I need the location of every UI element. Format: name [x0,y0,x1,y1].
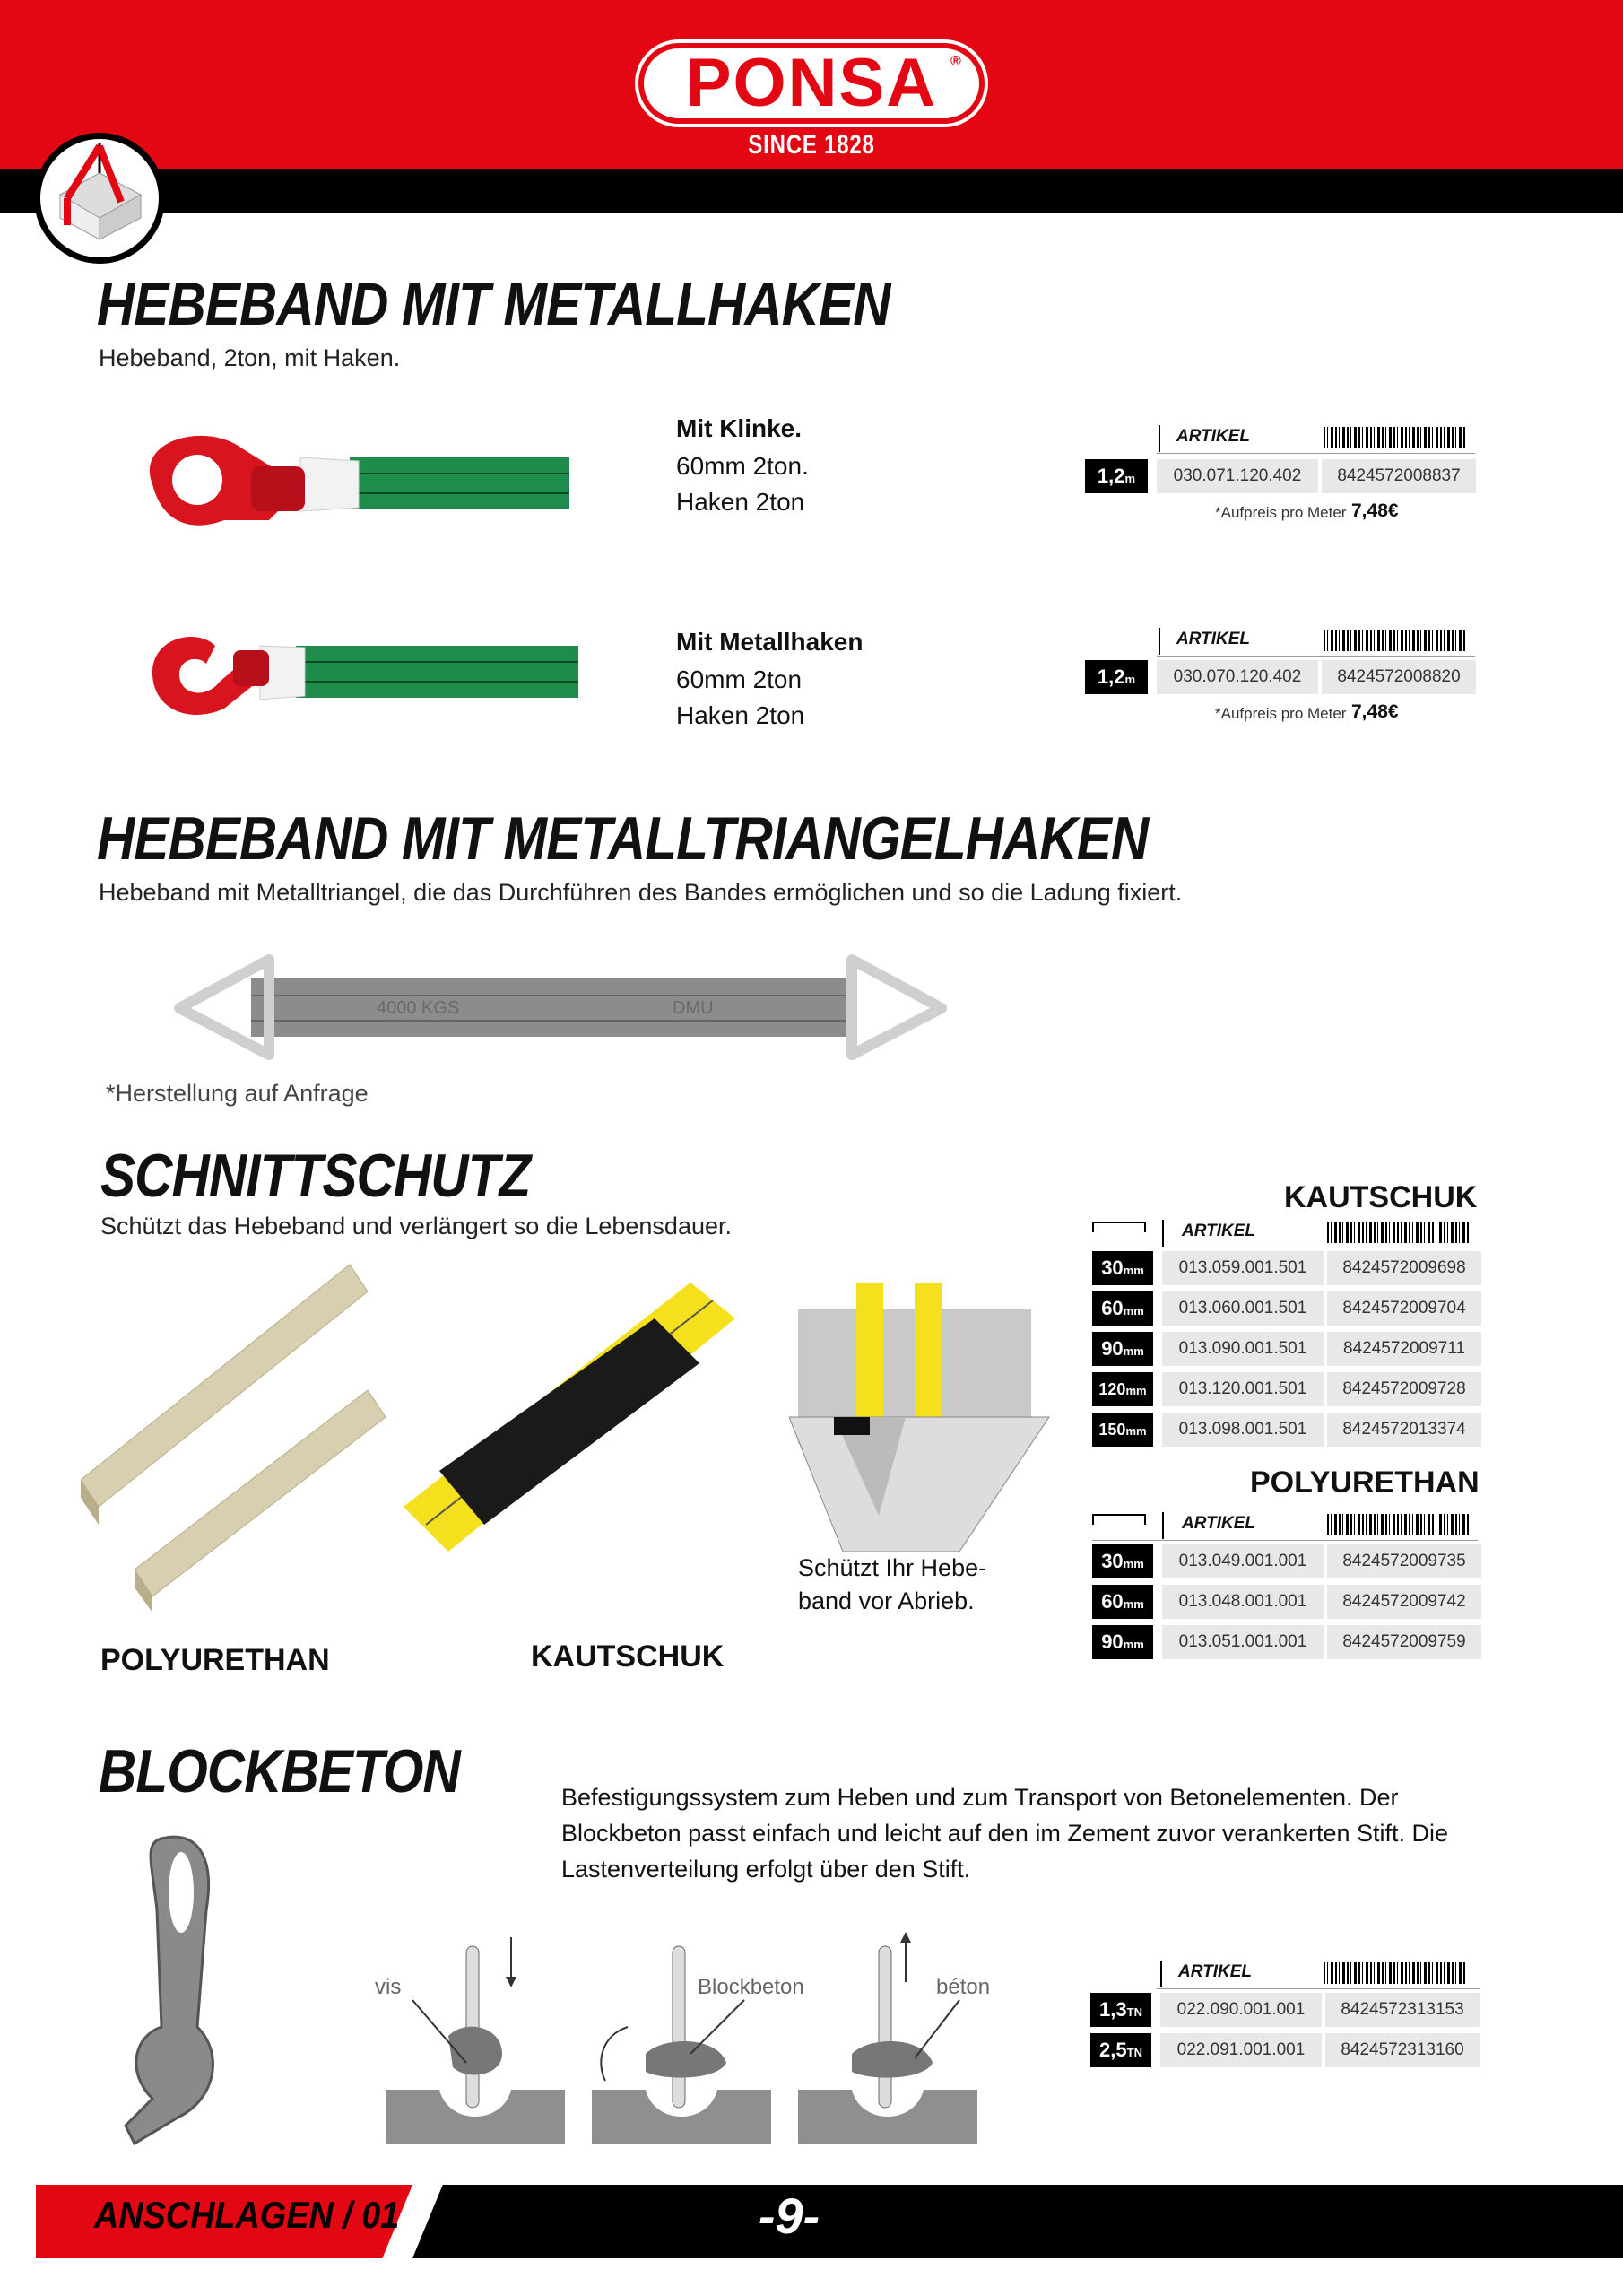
blockbeton-anchor-image [108,1830,251,2157]
artikel-number: 022.090.001.001 [1160,1993,1322,2027]
ean-number: 8424572008837 [1322,459,1476,493]
artikel-number: 013.090.001.501 [1162,1332,1324,1366]
diagram-label-vis: vis [375,1975,402,1999]
section-title-metalltriangel: HEBEBAND MIT METALLTRIANGELHAKEN [97,804,1149,873]
artikel-header: ARTIKEL [1182,1222,1255,1240]
product-name-klinke: Mit Klinke. [676,414,803,442]
size-badge: 2,5TN [1090,2033,1151,2067]
divider [1157,453,1475,454]
size-badge: 120mm [1092,1372,1153,1406]
belt-print-1: 4000 KGS [377,998,460,1018]
section-title-schnittschutz: SCHNITTSCHUTZ [100,1142,531,1210]
label-polyurethan: POLYURETHAN [100,1643,330,1677]
surcharge-price: 7,48€ [1351,500,1399,521]
ean-number: 8424572313153 [1325,1993,1480,2027]
section-subtitle-metallhaken: Hebeband, 2ton, mit Haken. [99,344,401,371]
hook-with-latch-image [135,422,583,552]
divider [1159,425,1160,452]
section-subtitle-metalltriangel: Hebeband mit Metalltriangel, die das Durchführen des Bandes ermöglichen und so die Ladung fixiert. [99,879,1183,906]
artikel-header: ARTIKEL [1182,1514,1255,1533]
belt-print-2: DMU [673,998,714,1018]
size-badge: 30mm [1092,1251,1153,1285]
ean-number: 8424572009698 [1327,1251,1481,1285]
size-badge: 1,2m [1085,660,1148,694]
product-name-metallhaken: Mit Metallhaken [676,628,864,656]
ean-number: 8424572008820 [1322,660,1476,694]
since-tagline: SINCE 1828 [748,130,875,160]
category-badge-icon [34,133,165,264]
artikel-number: 013.060.001.501 [1162,1292,1324,1326]
abrasion-diagram-image [789,1283,1058,1565]
section-subtitle-schnittschutz: Schützt das Hebeband und verlängert so die Lebensdauer. [100,1213,733,1239]
divider [1159,628,1160,655]
size-badge: 90mm [1092,1625,1153,1659]
divider [1162,1220,1164,1247]
product-line1-metallhaken: 60mm 2ton [676,665,803,693]
registered-mark: ® [950,54,961,69]
blockbeton-description: Befestigungssystem zum Heben und zum Transport von Betonelementen. Der Blockbeton passt einfach und leicht auf den im Zement zuvor verankerten Stift. Die Lastenverteilung erfolgt über den Stift. [561,1784,1449,1883]
barcode-icon [1324,1962,1467,1984]
ean-number: 8424572009735 [1327,1544,1481,1578]
product-line2-metallhaken: Haken 2ton [676,701,805,729]
barcode-icon [1324,630,1467,651]
size-badge: 90mm [1092,1332,1153,1366]
diagram-label-blockbeton: Blockbeton [698,1975,804,1999]
artikel-number: 030.071.120.402 [1157,459,1318,493]
ean-number: 8424572009728 [1327,1372,1481,1406]
artikel-number: 013.048.001.001 [1162,1585,1324,1619]
abrasion-caption: Schützt Ihr Hebe- band vor Abrieb. [798,1554,987,1614]
divider [1160,1961,1162,1987]
footer-black-bar [412,2185,1623,2258]
polyurethan-strips-image [81,1256,404,1619]
size-badge: 1,2m [1085,459,1148,493]
manufacture-note: *Herstellung auf Anfrage [106,1080,369,1107]
width-icon [1092,1222,1146,1232]
divider [1157,1988,1480,1989]
blockbeton-diagram [377,1919,986,2148]
width-icon [1092,1514,1146,1525]
label-kautschuk: KAUTSCHUK [531,1639,725,1674]
kautschuk-sleeve-image [404,1265,744,1574]
logo-text: PONSA [685,45,938,121]
triangle-belt-image [170,951,959,1072]
table-title-polyurethan: POLYURETHAN [1250,1465,1480,1500]
artikel-number: 022.091.001.001 [1160,2033,1322,2067]
barcode-icon [1324,427,1467,448]
product-line1-klinke: 60mm 2ton. [676,452,809,480]
size-badge: 60mm [1092,1292,1153,1326]
section-title-metallhaken: HEBEBAND MIT METALLHAKEN [97,270,890,338]
size-badge: 60mm [1092,1585,1153,1619]
footer-section-label: ANSCHLAGEN / 01 [94,2194,400,2236]
size-badge: 1,3TN [1090,1993,1151,2027]
table-title-kautschuk: KAUTSCHUK [1284,1180,1478,1214]
surcharge-note: *Aufpreis pro Meter [1215,504,1347,521]
artikel-header: ARTIKEL [1176,427,1250,446]
ean-number: 8424572009704 [1327,1292,1481,1326]
size-badge: 150mm [1092,1413,1153,1447]
surcharge-note: *Aufpreis pro Meter [1215,705,1347,722]
metal-hook-image [143,619,592,731]
section-title-blockbeton: BLOCKBETON [99,1737,460,1805]
divider [1157,656,1475,657]
diagram-label-beton: béton [936,1975,991,1999]
artikel-header: ARTIKEL [1178,1962,1252,1981]
header-black-strip [0,169,1623,213]
size-badge: 30mm [1092,1544,1153,1578]
ean-number: 8424572009759 [1327,1625,1481,1659]
divider [1092,1540,1478,1541]
artikel-number: 030.070.120.402 [1157,660,1318,694]
artikel-number: 013.051.001.001 [1162,1625,1324,1659]
artikel-number: 013.049.001.001 [1162,1544,1324,1578]
barcode-icon [1327,1222,1471,1243]
barcode-icon [1327,1514,1471,1535]
divider [1162,1512,1164,1539]
ean-number: 8424572009711 [1327,1332,1481,1366]
ean-number: 8424572009742 [1327,1585,1481,1619]
product-line2-klinke: Haken 2ton [676,488,805,516]
artikel-number: 013.120.001.501 [1162,1372,1324,1406]
artikel-number: 013.098.001.501 [1162,1413,1324,1447]
surcharge-price: 7,48€ [1351,701,1399,722]
page-number: -9- [758,2187,820,2244]
ean-number: 8424572013374 [1327,1413,1481,1447]
ean-number: 8424572313160 [1325,2033,1480,2067]
artikel-number: 013.059.001.501 [1162,1251,1324,1285]
artikel-header: ARTIKEL [1176,630,1250,648]
